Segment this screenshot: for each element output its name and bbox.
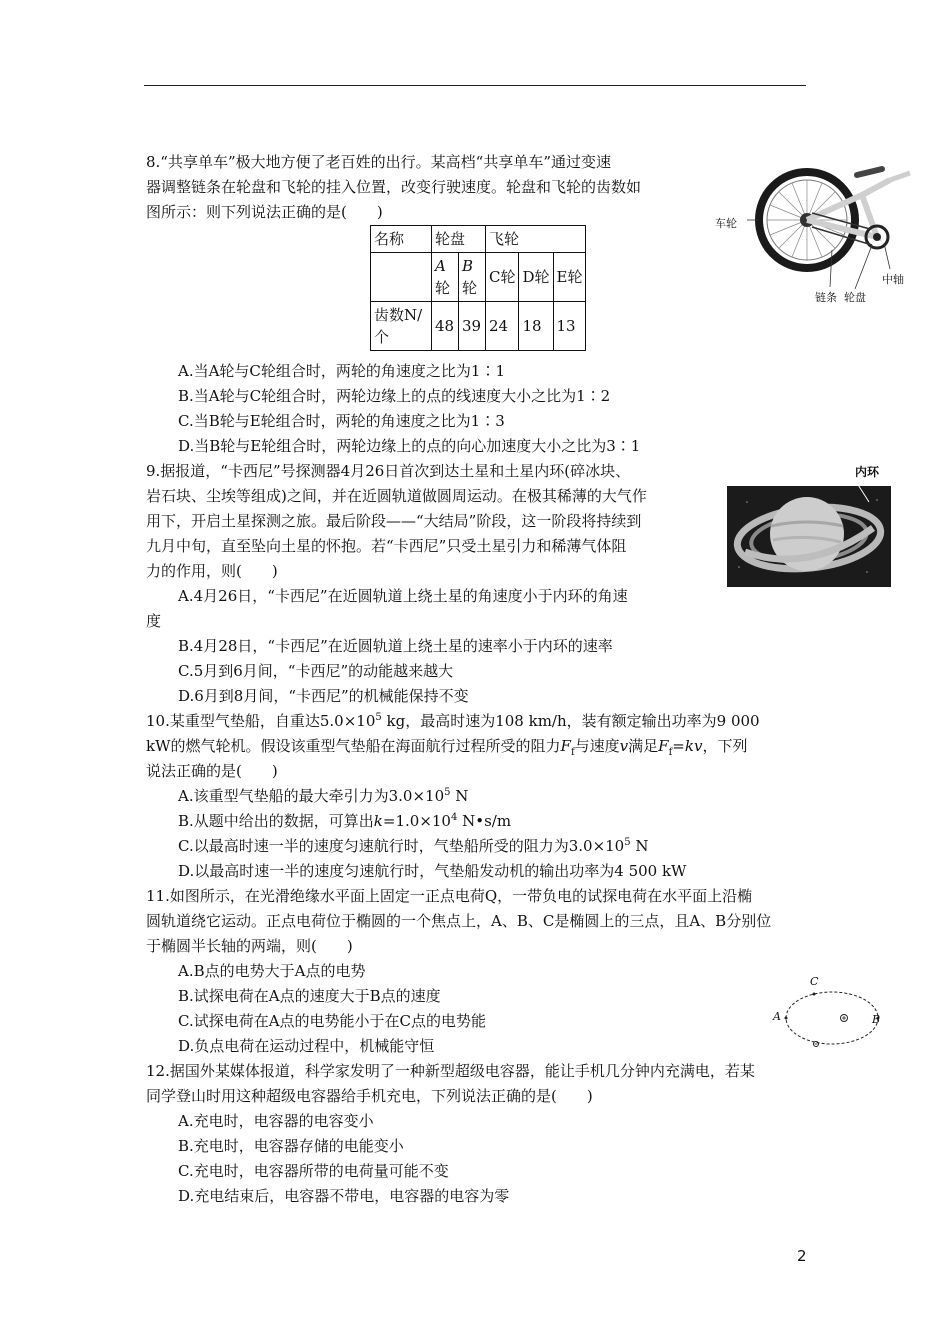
table-cell-e-wheel: E轮 — [553, 253, 586, 302]
table-cell-c-wheel: C轮 — [486, 253, 519, 302]
q12-stem-line-1: 12.据国外某媒体报道，科学家发明了一种新型超级电容器，能让手机几分钟内充满电，若某 — [146, 1062, 755, 1080]
q10-option-a: A.该重型气垫船的最大牵引力为$3.0\times 10^5$ N — [178, 787, 469, 805]
saturn-illustration — [727, 462, 891, 587]
orbit-label-b: B — [872, 1013, 881, 1026]
q9-stem-line-1: 9.据报道，“卡西尼”号探测器4月26日首次到达土星和土星内环(碎冰块、 — [146, 462, 631, 480]
q10-stem-line-3: 说法正确的是( ) — [146, 762, 278, 780]
q8-option-b: B.当A轮与C轮组合时，两轮边缘上的点的线速度大小之比为1∶2 — [178, 387, 611, 405]
table-header-crank: 轮盘 — [432, 226, 486, 253]
bicycle-illustration — [712, 165, 912, 310]
table-header-name: 名称 — [371, 226, 432, 253]
q11-stem-line-1: 11.如图所示，在光滑绝缘水平面上固定一正点电荷Q，一带负电的试探电荷在水平面上沿椭 — [146, 887, 753, 905]
q12-option-b: B.充电时，电容器存储的电能变小 — [178, 1137, 404, 1155]
q9-stem-line-4: 九月中旬，直至坠向土星的怀抱。若“卡西尼”只受土星引力和稀薄气体阻 — [146, 537, 627, 555]
table-empty-cell — [371, 253, 432, 302]
q9-stem-line-5: 力的作用，则( ) — [146, 562, 278, 580]
q12-stem-line-2: 同学登山时用这种超级电容器给手机充电，下列说法正确的是( ) — [146, 1087, 593, 1105]
saturn-figure — [727, 462, 891, 587]
q8-stem-line-3: 图所示：则下列说法正确的是( ) — [146, 203, 383, 221]
ellipse-orbit-figure — [770, 973, 885, 1053]
table-cell-a-wheel: A 轮 — [432, 253, 459, 302]
table-cell-value: 13 — [553, 302, 586, 351]
q10-stem-line-1: 10.某重型气垫船，自重达$5.0\times 10^5$ kg，最高时速为108 km/h，装有额定输出功率为9 000 — [146, 712, 760, 730]
ellipse-orbit-diagram — [770, 973, 885, 1053]
q8-option-d: D.当B轮与E轮组合时，两轮边缘上的点的向心加速度大小之比为3∶1 — [178, 437, 641, 455]
q9-stem-line-2: 岩石块、尘埃等组成)之间，并在近圆轨道做圆周运动。在极其稀薄的大气作 — [146, 487, 647, 505]
q8-stem-line-1: 8.“共享单车”极大地方便了老百姓的出行。某高档“共享单车”通过变速 — [146, 153, 611, 171]
table-header-flywheel: 飞轮 — [486, 226, 586, 253]
q9-option-a: A.4月26日，“卡西尼”在近圆轨道上绕土星的角速度小于内环的角速 — [178, 587, 628, 605]
page-number: 2 — [797, 1247, 807, 1265]
orbit-label-c: C — [810, 975, 819, 988]
q12-option-a: A.充电时，电容器的电容变小 — [178, 1112, 374, 1130]
q11-stem-line-3: 于椭圆半长轴的两端，则( ) — [146, 937, 353, 955]
orbit-label-a: A — [773, 1010, 781, 1023]
q12-option-d: D.充电结束后，电容器不带电，电容器的电容为零 — [178, 1187, 510, 1205]
gear-table — [370, 225, 586, 351]
q9-option-b: B.4月28日，“卡西尼”在近圆轨道上绕土星的速率小于内环的速率 — [178, 637, 613, 655]
q9-option-d: D.6月到8月间，“卡西尼”的机械能保持不变 — [178, 687, 469, 705]
table-cell-value: 24 — [486, 302, 519, 351]
bicycle-figure — [712, 165, 912, 310]
table-cell-value: 48 — [432, 302, 459, 351]
q8-option-a: A.当A轮与C轮组合时，两轮的角速度之比为1∶1 — [178, 362, 505, 380]
saturn-label-inner-ring: 内环 — [855, 465, 880, 479]
q12-option-c: C.充电时，电容器所带的电荷量可能不变 — [178, 1162, 449, 1180]
q11-option-d: D.负点电荷在运动过程中，机械能守恒 — [178, 1037, 435, 1055]
header-rule — [144, 85, 806, 86]
bicycle-label-axle: 中轴 — [882, 273, 904, 286]
q11-stem-line-2: 圆轨道绕它运动。正点电荷位于椭圆的一个焦点上，A、B、C是椭圆上的三点，且A、B分别位 — [146, 912, 772, 930]
q9-stem-line-3: 用下，开启土星探测之旅。最后阶段——“大结局”阶段，这一阶段将持续到 — [146, 512, 642, 530]
q11-option-c: C.试探电荷在A点的电势能小于在C点的电势能 — [178, 1012, 487, 1030]
table-cell-value: 18 — [519, 302, 553, 351]
table-cell-value: 39 — [459, 302, 486, 351]
q10-option-b: B.从题中给出的数据，可算出$k=1.0\times 10^4$ N•s/m — [178, 812, 512, 830]
q10-option-d: D.以最高时速一半的速度匀速航行时，气垫船发动机的输出功率为4 500 kW — [178, 862, 687, 880]
table-cell-b-wheel: B 轮 — [459, 253, 486, 302]
q8-stem-line-2: 器调整链条在轮盘和飞轮的挂入位置，改变行驶速度。轮盘和飞轮的齿数如 — [146, 178, 642, 196]
q10-option-c: C.以最高时速一半的速度匀速航行时，气垫船所受的阻力为$3.0\times 10^5$ N — [178, 837, 649, 855]
q9-option-c: C.5月到6月间，“卡西尼”的动能越来越大 — [178, 662, 454, 680]
q11-option-a: A.B点的电势大于A点的电势 — [178, 962, 366, 980]
bicycle-label-crank: 轮盘 — [844, 291, 866, 304]
q11-option-b: B.试探电荷在A点的速度大于B点的速度 — [178, 987, 441, 1005]
table-cell-teeth-label: 齿数N/个 — [371, 302, 432, 351]
q8-option-c: C.当B轮与E轮组合时，两轮的角速度之比为1∶3 — [178, 412, 505, 430]
bicycle-label-wheel: 车轮 — [715, 217, 737, 230]
q10-stem-line-2: kW的燃气轮机。假设该重型气垫船在海面航行过程所受的阻力$F_f$与速度v满足$F_f=kv$，下列 — [146, 737, 748, 758]
q9-option-a-cont: 度 — [146, 612, 162, 630]
bicycle-label-chain: 链条 — [815, 291, 837, 304]
table-cell-d-wheel: D轮 — [519, 253, 553, 302]
